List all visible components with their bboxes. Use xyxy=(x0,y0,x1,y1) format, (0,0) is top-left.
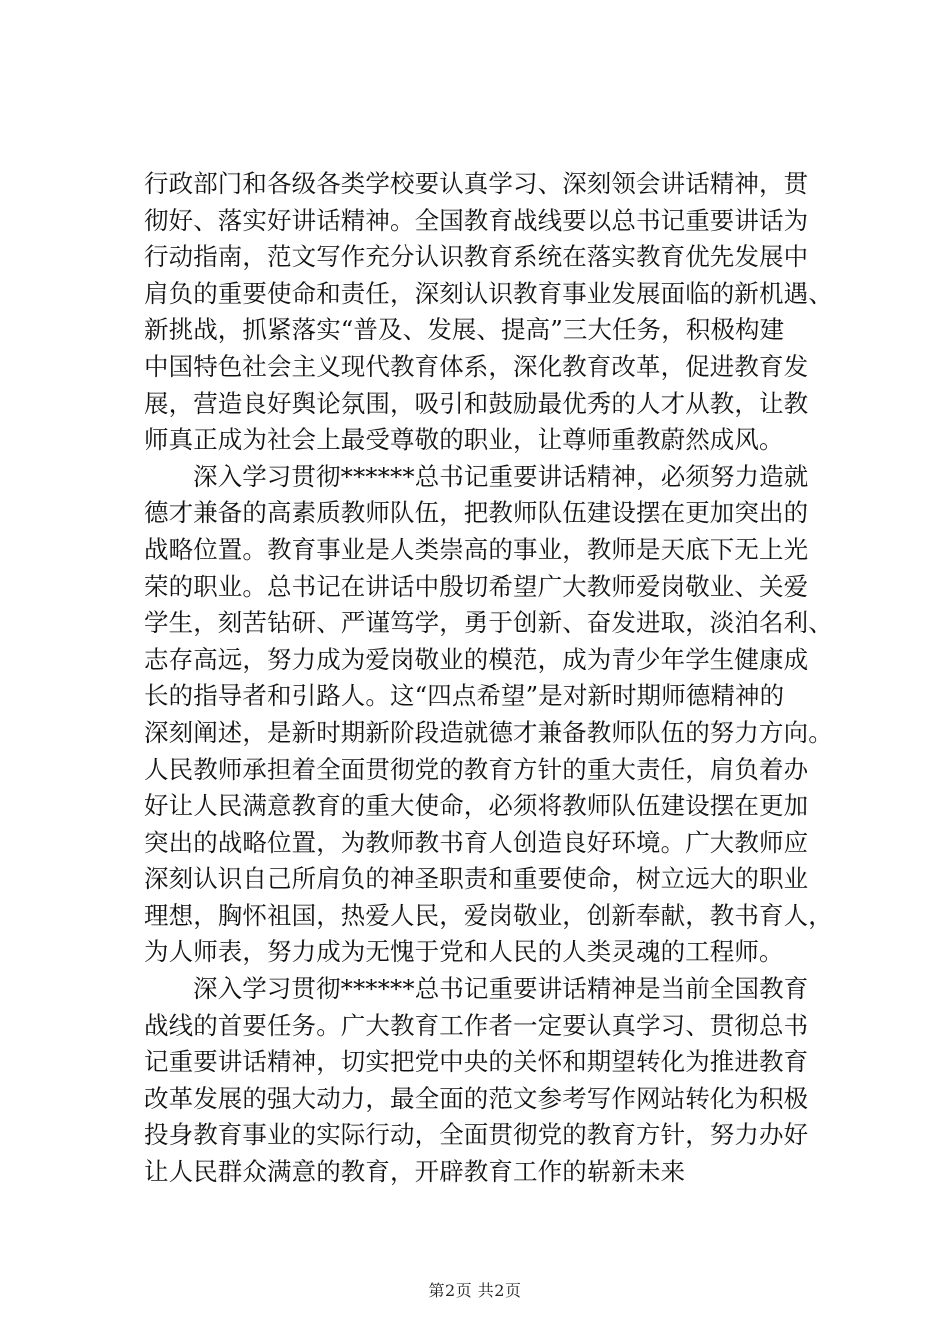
text-line: 战线的首要任务。广大教育工作者一定要认真学习、贯彻总书 xyxy=(144,1010,809,1040)
text-line: 深入学习贯彻******总书记重要讲话精神，必须努力造就 xyxy=(193,461,809,491)
text-line: 人民教师承担着全面贯彻党的教育方针的重大责任，肩负着办 xyxy=(144,754,809,784)
text-line: 荣的职业。总书记在讲话中殷切希望广大教师爱岗敬业、关爱 xyxy=(144,571,809,601)
text-line: 记重要讲话精神，切实把党中央的关怀和期望转化为推进教育 xyxy=(144,1047,809,1077)
text-line: 让人民群众满意的教育，开辟教育工作的崭新未来 xyxy=(144,1157,686,1187)
text-line: 为人师表，努力成为无愧于党和人民的人类灵魂的工程师。 xyxy=(144,937,784,967)
text-line: 学生，刻苦钻研、严谨笃学，勇于创新、奋发进取，淡泊名利、 xyxy=(144,608,833,638)
text-line: 理想，胸怀祖国，热爱人民，爱岗敬业，创新奉献，教书育人， xyxy=(144,900,833,930)
text-line: 深入学习贯彻******总书记重要讲话精神是当前全国教育 xyxy=(193,974,809,1004)
text-line: 深刻认识自己所肩负的神圣职责和重要使命，树立远大的职业 xyxy=(144,864,809,894)
text-line: 新挑战，抓紧落实“普及、发展、提高”三大任务，积极构建 xyxy=(144,315,785,345)
text-line: 彻好、落实好讲话精神。全国教育战线要以总书记重要讲话为 xyxy=(144,205,809,235)
text-line: 投身教育事业的实际行动，全面贯彻党的教育方针，努力办好 xyxy=(144,1120,809,1150)
text-line: 战略位置。教育事业是人类崇高的事业，教师是天底下无上光 xyxy=(144,534,809,564)
text-line: 好让人民满意教育的重大使命，必须将教师队伍建设摆在更加 xyxy=(144,791,809,821)
text-line: 志存高远，努力成为爱岗敬业的模范，成为青少年学生健康成 xyxy=(144,644,809,674)
text-line: 师真正成为社会上最受尊敬的职业，让尊师重教蔚然成风。 xyxy=(144,425,784,455)
text-line: 改革发展的强大动力，最全面的范文参考写作网站转化为积极 xyxy=(144,1083,809,1113)
document-body xyxy=(144,166,833,1191)
text-line: 突出的战略位置，为教师教书育人创造良好环境。广大教师应 xyxy=(144,827,809,857)
text-line: 德才兼备的高素质教师队伍，把教师队伍建设摆在更加突出的 xyxy=(144,498,809,528)
text-line: 深刻阐述，是新时期新阶段造就德才兼备教师队伍的努力方向。 xyxy=(144,717,833,747)
text-line: 行政部门和各级各类学校要认真学习、深刻领会讲话精神，贯 xyxy=(144,169,809,198)
text-line: 展，营造良好舆论氛围，吸引和鼓励最优秀的人才从教，让教 xyxy=(144,388,809,418)
page-number-footer: 第2页 共2页 xyxy=(428,1281,522,1300)
text-line: 行动指南，范文写作充分认识教育系统在落实教育优先发展中 xyxy=(144,242,809,272)
text-line: 长的指导者和引路人。这“四点希望”是对新时期师德精神的 xyxy=(144,681,785,711)
text-line: 中国特色社会主义现代教育体系，深化教育改革，促进教育发 xyxy=(144,351,809,381)
text-line: 肩负的重要使命和责任，深刻认识教育事业发展面临的新机遇、 xyxy=(144,278,833,308)
